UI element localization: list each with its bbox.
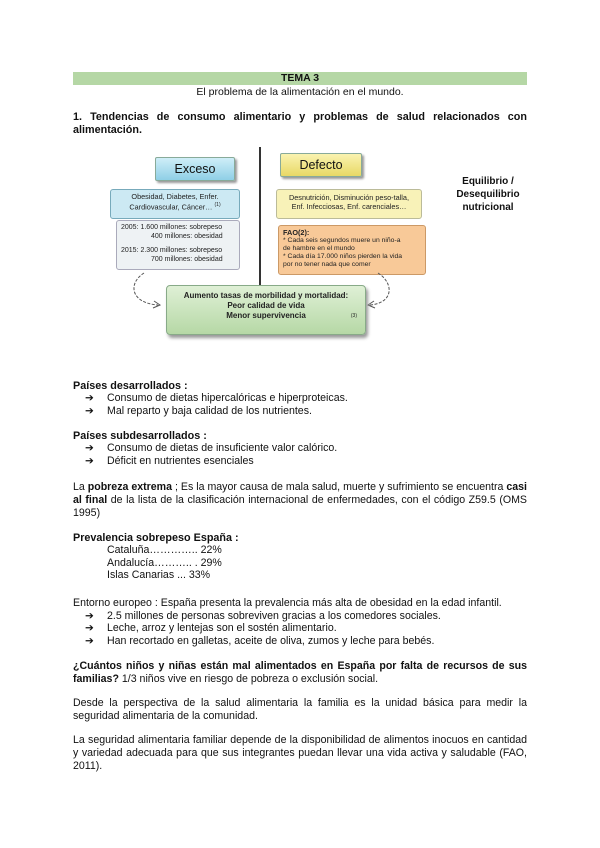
exceso-causes-box [110,189,240,219]
list-item: ➔ Mal reparto y baja calidad de los nutrientes. [85,404,312,417]
equilibrio-line3: nutricional [462,202,514,213]
ninos-paragraph: ¿Cuántos niños y niñas están mal alimentados en España por falta de recursos de sus familias? 1/3 niños vive en riesgo de pobreza o exclusión social. [73,660,527,685]
fao-line3: * Cada día 17.000 niños pierden la vida [283,253,403,260]
nutrition-diagram [100,145,530,365]
list-item: ➔ Leche, arroz y lentejas son el sostén alimentario. [85,622,337,634]
europeo-intro: Entorno europeo : España presenta la prevalencia más alta de obesidad en la edad infantil. [73,597,502,609]
prevalencia-heading: Prevalencia sobrepeso España : [73,532,239,544]
seguridad-paragraph: La seguridad alimentaria familiar depende de la disponibilidad de alimentos inocuos en cantidad y variedad adecuada para que sus integrantes puedan llevar una vida activa y saludable (FAO, 2011). [73,734,527,772]
equilibrio-label [448,175,528,214]
stats-2005-line2: 400 millones: obesidad [151,233,223,240]
exceso-causes-line1: Obesidad, Diabetes, Enfer. [131,192,219,201]
exceso-stats-box [116,220,240,270]
exceso-tag: Exceso [155,157,235,181]
list-item: ➔ 2.5 millones de personas sobreviven gracias a los comedores sociales. [85,609,441,622]
result-box [166,285,366,335]
subdesarrollados-heading: Países subdesarrollados : [73,430,207,442]
list-item: ➔ Déficit en nutrientes esenciales [85,454,254,467]
result-line3: Menor supervivencia (3) [226,311,357,320]
defecto-tag: Defecto [280,153,362,177]
prevalencia-section [73,532,527,582]
defecto-causes-line2: Enf. Infecciosas, Enf. carenciales… [291,202,407,211]
subdesarrollados-section [73,430,527,467]
page-subtitle: El problema de la alimentación en el mundo. [196,86,404,98]
section-heading: 1. Tendencias de consumo alimentario y problemas de salud relacionados con alimentación. [73,111,527,136]
desarrollados-heading: Países desarrollados : [73,380,188,392]
right-curved-arrow [370,273,389,305]
desarrollados-section [73,380,527,417]
pobreza-paragraph: La pobreza extrema ; Es la mayor causa de mala salud, muerte y sufrimiento se encuentra casi al final de la lista de la clasificación internacional de enfermedades, con el código Z59.5 (OMS 1995) [73,481,527,519]
stats-2005-line1: 2005: 1.600 millones: sobrepeso [121,224,223,231]
result-line1: Aumento tasas de morbilidad y mortalidad: [183,291,349,300]
list-item: ➔ Han recortado en galletas, aceite de oliva, zumos y leche para bebés. [85,634,435,647]
stats-2015-line1: 2015: 2.300 millones: sobrepeso [121,247,223,254]
prevalencia-row: Islas Canarias ... 33% [107,569,211,581]
fao-line1: * Cada seis segundos muere un niño-a [283,237,401,244]
equilibrio-line2: Desequilibrio [456,189,520,200]
familia-paragraph: Desde la perspectiva de la salud alimentaria la familia es la unidad básica para medir la seguridad alimentaria de la comunidad. [73,697,527,722]
equilibrio-line1: Equilibrio / [462,176,514,187]
fao-line2: de hambre en el mundo [283,245,355,252]
prevalencia-row: Andalucía……….. . 29% [107,556,222,569]
defecto-causes-box [276,189,422,219]
list-item: ➔ Consumo de dietas hipercalóricas e hiperproteicas. [85,392,348,404]
left-curved-arrow [134,273,158,305]
tema-title: TEMA 3 [73,72,527,85]
fao-line4: por no tener nada que comer [283,261,371,268]
list-item: ➔ Consumo de dietas de insuficiente valor calórico. [85,442,338,454]
result-line2: Peor calidad de vida [227,301,305,310]
fao-title: FAO(2): [283,228,310,237]
exceso-causes-line2: Cardiovascular, Cáncer… $^{(1)}$ [129,202,221,212]
defecto-causes-line1: Desnutrición, Disminución peso-talla, [288,193,410,202]
europeo-section [73,597,527,647]
stats-2015-line2: 700 millones: obesidad [151,256,223,263]
prevalencia-row: Cataluña………….. 22% [107,544,222,556]
